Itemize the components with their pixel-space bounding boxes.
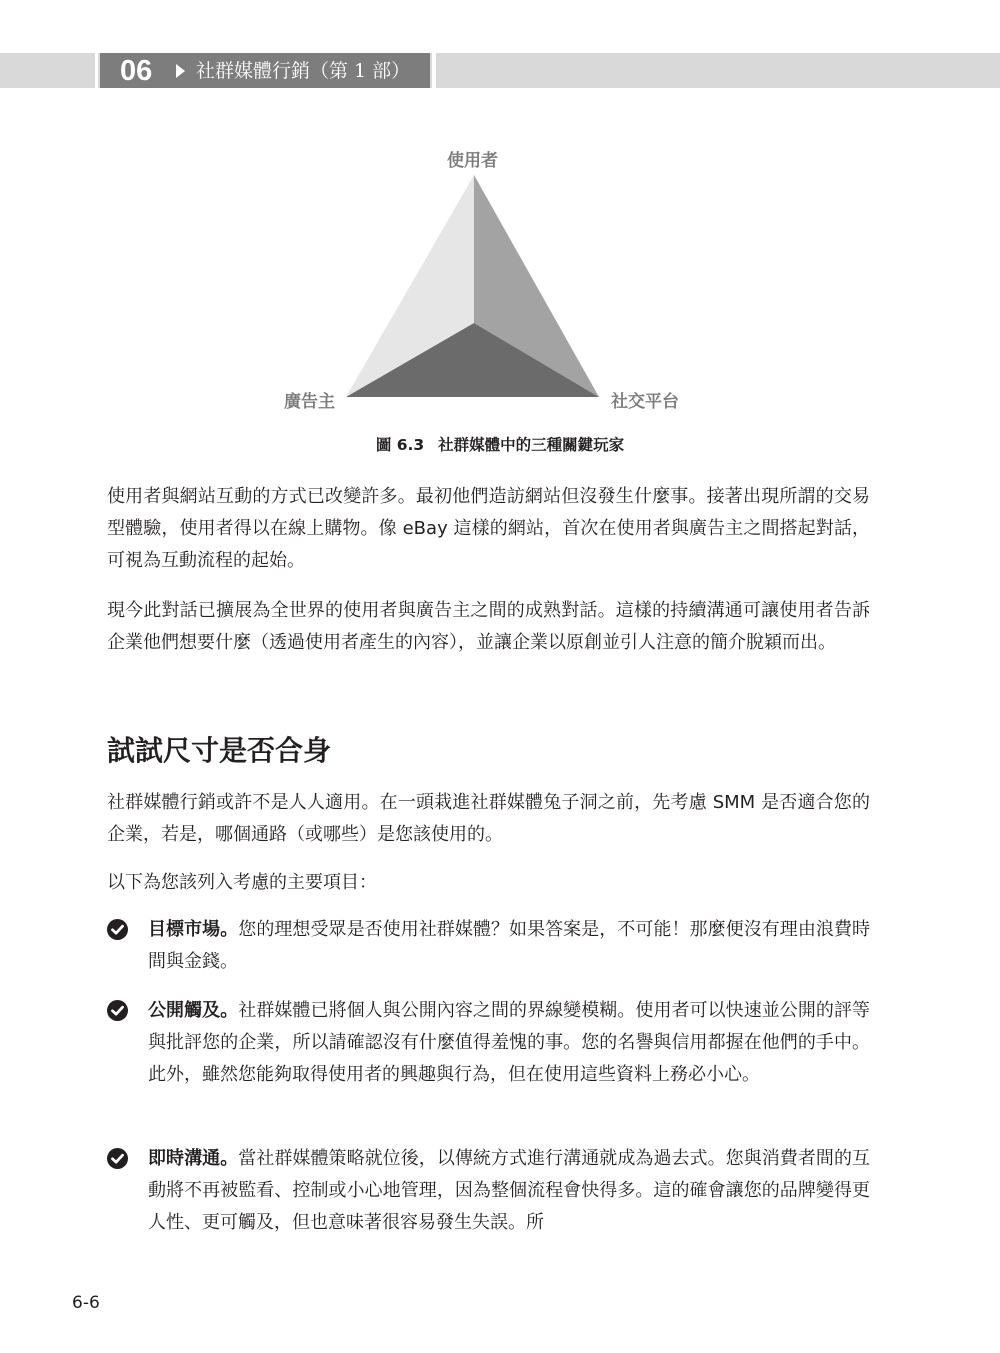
chapter-number: 06 bbox=[120, 55, 153, 87]
list-item bbox=[107, 1143, 870, 1239]
check-circle-icon bbox=[107, 1148, 128, 1169]
figure-caption bbox=[0, 434, 1000, 456]
body-paragraph: 社群媒體行銷或許不是人人適用。在一頭栽進社群媒體兔子洞之前，先考慮 SMM 是否適合您的企業，若是，哪個通路（或哪些）是您該使用的。 bbox=[107, 792, 870, 845]
list-item-term: 公開觸及。 bbox=[148, 1000, 239, 1021]
diagram-label-users: 使用者 bbox=[447, 151, 498, 171]
chapter-title: 社群媒體行銷（第 1 部） bbox=[196, 60, 411, 82]
figure-caption-text: 社群媒體中的三種關鍵玩家 bbox=[438, 436, 625, 454]
list-item-term: 即時溝通。 bbox=[148, 1148, 239, 1169]
body-paragraph: 以下為您該列入考慮的主要項目： bbox=[107, 872, 377, 893]
body-paragraph: 使用者與網站互動的方式已改變許多。最初他們造訪網站但沒發生什麼事。接著出現所謂的交易型體驗，使用者得以在線上購物。像 eBay 這樣的網站，首次在使用者與廣告主之間搭起對話，可視為互動流程的起始。 bbox=[107, 486, 870, 571]
list-item-body: 您的理想受眾是否使用社群媒體？如果答案是，不可能！那麼便沒有理由浪費時間與金錢。 bbox=[148, 919, 871, 972]
header-divider bbox=[432, 53, 436, 88]
list-item-text bbox=[148, 914, 870, 978]
diagram-label-social-platform: 社交平台 bbox=[611, 392, 679, 412]
body-paragraph: 現今此對話已擴展為全世界的使用者與廣告主之間的成熟對話。這樣的持續溝通可讓使用者告訴企業他們想要什麼（透過使用者產生的內容），並讓企業以原創並引人注意的簡介脫穎而出。 bbox=[107, 600, 870, 653]
page-number: 6-6 bbox=[72, 1293, 100, 1313]
diagram-label-advertisers: 廣告主 bbox=[284, 392, 335, 412]
play-arrow-icon bbox=[176, 64, 185, 78]
section-heading: 試試尺寸是否合身 bbox=[107, 734, 332, 767]
check-circle-icon bbox=[107, 1000, 128, 1021]
list-item bbox=[107, 914, 870, 978]
list-item-body: 社群媒體已將個人與公開內容之間的界線變模糊。使用者可以快速並公開的評等與批評您的企業，所以請確認沒有什麼值得羞愧的事。您的名譽與信用都握在他們的手中。此外，雖然您能夠取得使用者的興趣與行為，但在使用這些資料上務必小心。 bbox=[148, 1000, 871, 1085]
list-item-body: 當社群媒體策略就位後，以傳統方式進行溝通就成為過去式。您與消費者間的互動將不再被監看、控制或小心地管理，因為整個流程會快得多。這的確會讓您的品牌變得更人性、更可觸及，但也意味著很容易發生失誤。所 bbox=[148, 1148, 871, 1233]
list-item bbox=[107, 995, 870, 1123]
figure-caption-number: 圖 6.3 bbox=[375, 436, 425, 454]
list-item-term: 目標市場。 bbox=[148, 919, 239, 940]
three-players-triangle-diagram bbox=[340, 175, 602, 397]
list-item-text bbox=[148, 1143, 870, 1239]
list-item-text bbox=[148, 995, 870, 1091]
header-divider bbox=[95, 53, 98, 88]
check-circle-icon bbox=[107, 919, 128, 940]
